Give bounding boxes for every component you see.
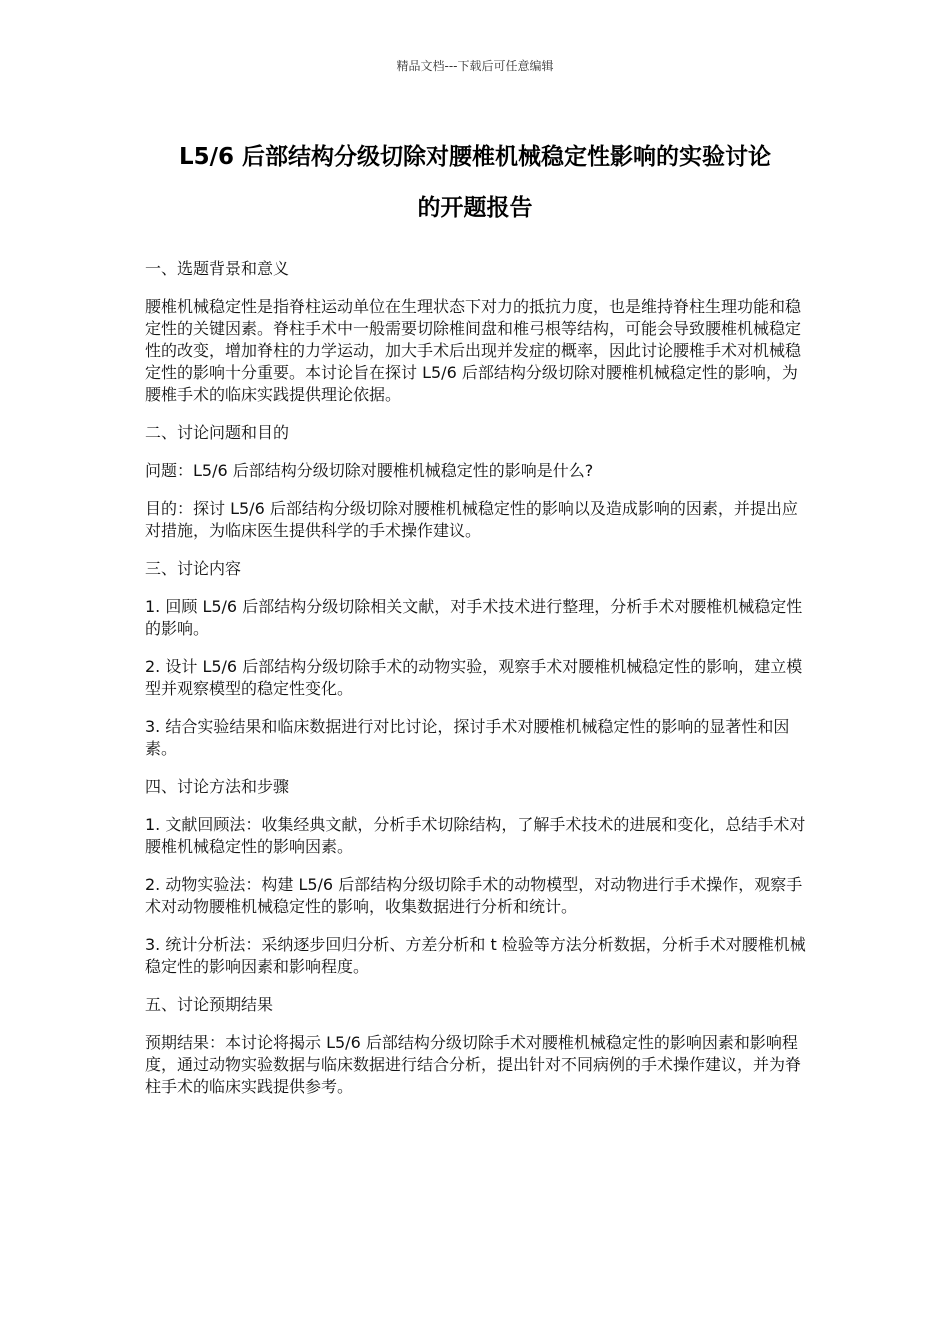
section-heading-background: 一、选题背景和意义 xyxy=(145,259,290,278)
paragraph-purpose: 目的：探讨 L5/6 后部结构分级切除对腰椎机械稳定性的影响以及造成影响的因素，并提出应对措施，为临床医生提供科学的手术操作建议。 xyxy=(145,499,798,540)
list-item-content-1: 1. 回顾 L5/6 后部结构分级切除相关文献，对手术技术进行整理，分析手术对腰椎机械稳定性的影响。 xyxy=(145,597,803,638)
list-item-content-2: 2. 设计 L5/6 后部结构分级切除手术的动物实验，观察手术对腰椎机械稳定性的影响，建立模型并观察模型的稳定性变化。 xyxy=(145,657,803,698)
section-heading-methods: 四、讨论方法和步骤 xyxy=(145,777,290,796)
paragraph-expected-results: 预期结果：本讨论将揭示 L5/6 后部结构分级切除手术对腰椎机械稳定性的影响因素和影响程度，通过动物实验数据与临床数据进行结合分析，提出针对不同病例的手术操作建议，并为脊柱手术的临床实践提供参考。 xyxy=(145,1033,802,1096)
title-line-1: L5/6 后部结构分级切除对腰椎机械稳定性影响的实验讨论 xyxy=(178,144,772,170)
title-line-2: 的开题报告 xyxy=(417,195,533,221)
paragraph-background: 腰椎机械稳定性是指脊柱运动单位在生理状态下对力的抵抗力度，也是维持脊柱生理功能和稳定性的关键因素。脊柱手术中一般需要切除椎间盘和椎弓根等结构，可能会导致腰椎机械稳定性的改变，增加脊柱的力学运动，加大手术后出现并发症的概率，因此讨论腰椎手术对机械稳定性的影响十分重要。本讨论旨在探讨 L5/6 后部结构分级切除对腰椎机械稳定性的影响，为腰椎手术的临床实践提供理论依据。 xyxy=(145,297,802,404)
list-item-content-3: 3. 结合实验结果和临床数据进行对比讨论，探讨手术对腰椎机械稳定性的影响的显著性和因素。 xyxy=(145,717,790,758)
paragraph-question: 问题：L5/6 后部结构分级切除对腰椎机械稳定性的影响是什么? xyxy=(145,461,594,480)
section-heading-content: 三、讨论内容 xyxy=(145,559,242,578)
list-item-method-1: 1. 文献回顾法：收集经典文献，分析手术切除结构，了解手术技术的进展和变化，总结手术对腰椎机械稳定性的影响因素。 xyxy=(145,815,806,856)
list-item-method-2: 2. 动物实验法：构建 L5/6 后部结构分级切除手术的动物模型，对动物进行手术操作，观察手术对动物腰椎机械稳定性的影响，收集数据进行分析和统计。 xyxy=(145,875,803,916)
section-heading-results: 五、讨论预期结果 xyxy=(145,995,274,1014)
document-title xyxy=(120,132,830,234)
list-item-method-3: 3. 统计分析法：采纳逐步回归分析、方差分析和 t 检验等方法分析数据，分析手术对腰椎机械稳定性的影响因素和影响程度。 xyxy=(145,935,806,976)
section-heading-questions: 二、讨论问题和目的 xyxy=(145,423,290,442)
header-note: 精品文档---下载后可任意编辑 xyxy=(396,59,554,73)
document-body xyxy=(145,258,807,1114)
